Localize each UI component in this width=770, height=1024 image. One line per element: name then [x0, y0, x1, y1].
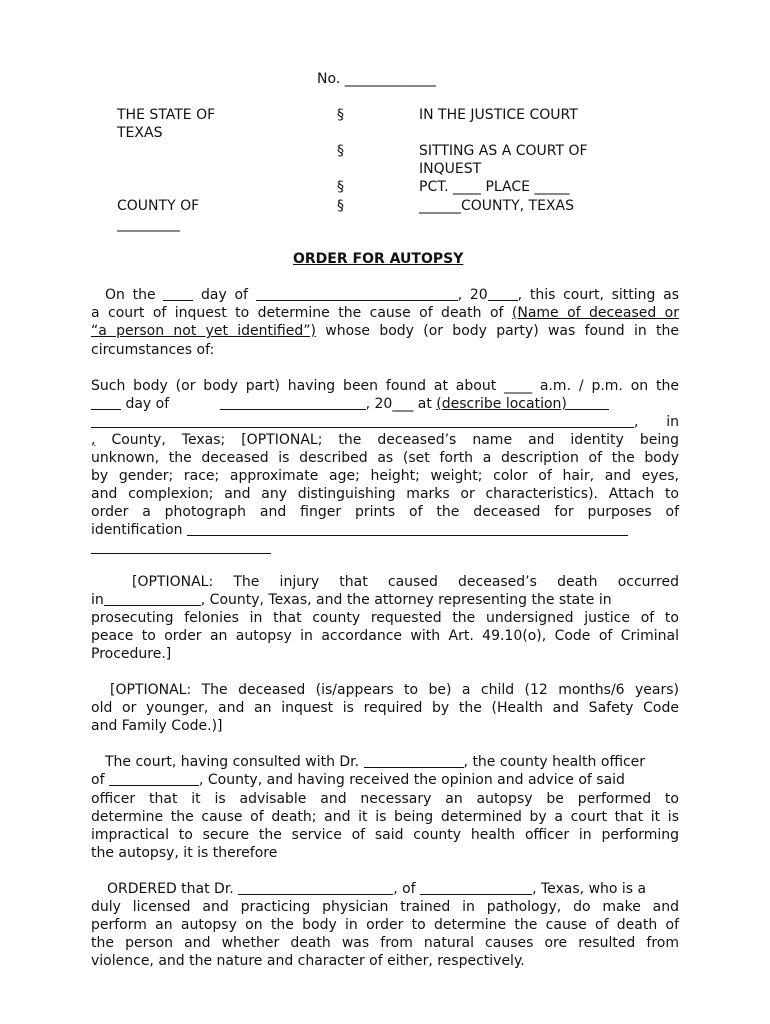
section-symbol-1: §	[337, 107, 344, 123]
para1-line-3: “a person not yet identified”) whose body (or body party) was found in the	[91, 323, 679, 339]
injury-county-blank[interactable]	[104, 591, 201, 606]
health-officer-county-blank[interactable]	[109, 771, 199, 786]
para1-line-2: a court of inquest to determine the cause of death of (Name of deceased or	[91, 305, 679, 321]
para3-line-2: in , County, Texas, and the attorney representing the state in	[91, 592, 612, 608]
para5-line-5: impractical to secure the service of said county health officer in performing	[91, 827, 679, 843]
para4-line-3: and Family Code.)]	[91, 718, 223, 734]
found-month-blank[interactable]	[220, 395, 366, 410]
para1-line-1: On the day of , 20 , this court, sitting as	[105, 287, 680, 303]
para5-line-6: the autopsy, it is therefore	[91, 845, 278, 861]
para2-line-4: , County, Texas; [OPTIONAL; the deceased’s name and identity being	[91, 432, 679, 448]
para2-line-8: order a photograph and finger prints of the deceased for purposes of	[91, 504, 679, 520]
para2-line-9: identification	[91, 521, 679, 539]
county-label: COUNTY OF	[117, 198, 200, 214]
section-symbol-3: §	[337, 179, 344, 195]
para4-line-1: [OPTIONAL: The deceased (is/appears to be) a child (12 months/6 years)	[110, 682, 679, 698]
para5-line-4: determine the cause of death; and it is being determined by a court that it is	[91, 809, 679, 825]
para4-line-2: old or younger, and an inquest is required by the (Health and Safety Code	[91, 700, 679, 716]
found-day-blank[interactable]	[91, 395, 121, 410]
section-symbol-4: §	[337, 198, 344, 214]
physician-city-blank[interactable]	[420, 880, 532, 895]
para2-line-5: unknown, the deceased is described as (set forth a description of the body	[91, 450, 679, 466]
para6-line-2: duly licensed and practicing physician trained in pathology, do make and	[91, 899, 679, 915]
court-line-1: IN THE JUSTICE COURT	[419, 107, 578, 123]
physician-blank[interactable]	[238, 880, 393, 895]
location-blank[interactable]	[567, 395, 609, 410]
para5-line-2: of , County, and having received the opinion and advice of said	[91, 772, 625, 788]
para6-line-1: ORDERED that Dr. , of , Texas, who is a	[107, 881, 647, 897]
para5-line-1: The court, having consulted with Dr. , the county health officer	[105, 754, 646, 770]
county-blank: _________	[117, 216, 180, 232]
state-label-2: TEXAS	[117, 125, 163, 141]
case-number: No. _____________	[317, 71, 436, 87]
identification-blank[interactable]	[187, 521, 628, 536]
court-line-2: SITTING AS A COURT OF	[419, 143, 588, 159]
para3-line-5: Procedure.]	[91, 646, 172, 662]
para5-line-3: officer that it is advisable and necessary an autopsy be performed to	[91, 791, 679, 807]
para6-line-5: violence, and the nature and character of either, respectively.	[91, 953, 525, 969]
court-line-4: PCT. ____ PLACE _____	[419, 179, 570, 195]
para2-line-3: , in	[91, 413, 679, 431]
month-blank[interactable]	[256, 286, 458, 301]
para1-line-4: circumstances of:	[91, 342, 215, 358]
para2-line-7: and complexion; and any distinguishing marks or characteristics). Attach to	[91, 486, 679, 502]
year-blank[interactable]	[488, 286, 518, 301]
health-officer-blank[interactable]	[364, 753, 464, 768]
state-label: THE STATE OF	[117, 107, 216, 123]
para6-line-3: perform an autopsy on the body in order to determine the cause of death of	[91, 917, 679, 933]
para3-line-4: peace to order an autopsy in accordance with Art. 49.10(o), Code of Criminal	[91, 628, 679, 644]
identification-blank-2[interactable]	[91, 553, 271, 554]
section-symbol-2: §	[337, 143, 344, 159]
document-title: ORDER FOR AUTOPSY	[293, 251, 464, 267]
day-blank[interactable]	[163, 286, 193, 301]
para2-line-1: Such body (or body part) having been found at about ____ a.m. / p.m. on the	[91, 378, 679, 394]
para2-line-6: by gender; race; approximate age; height; weight; color of hair, and eyes,	[91, 468, 679, 484]
location-line-blank[interactable]	[91, 413, 634, 428]
para3-line-1: [OPTIONAL: The injury that caused deceased’s death occurred	[132, 574, 679, 590]
court-line-3: INQUEST	[419, 161, 482, 177]
para6-line-4: the person and whether death was from natural causes ore resulted from	[91, 935, 679, 951]
court-line-5: ______COUNTY, TEXAS	[419, 198, 574, 214]
para3-line-3: prosecuting felonies in that county requested the undersigned justice of to	[91, 610, 679, 626]
para2-line-2: day of , 20___ at (describe location)	[91, 395, 679, 413]
